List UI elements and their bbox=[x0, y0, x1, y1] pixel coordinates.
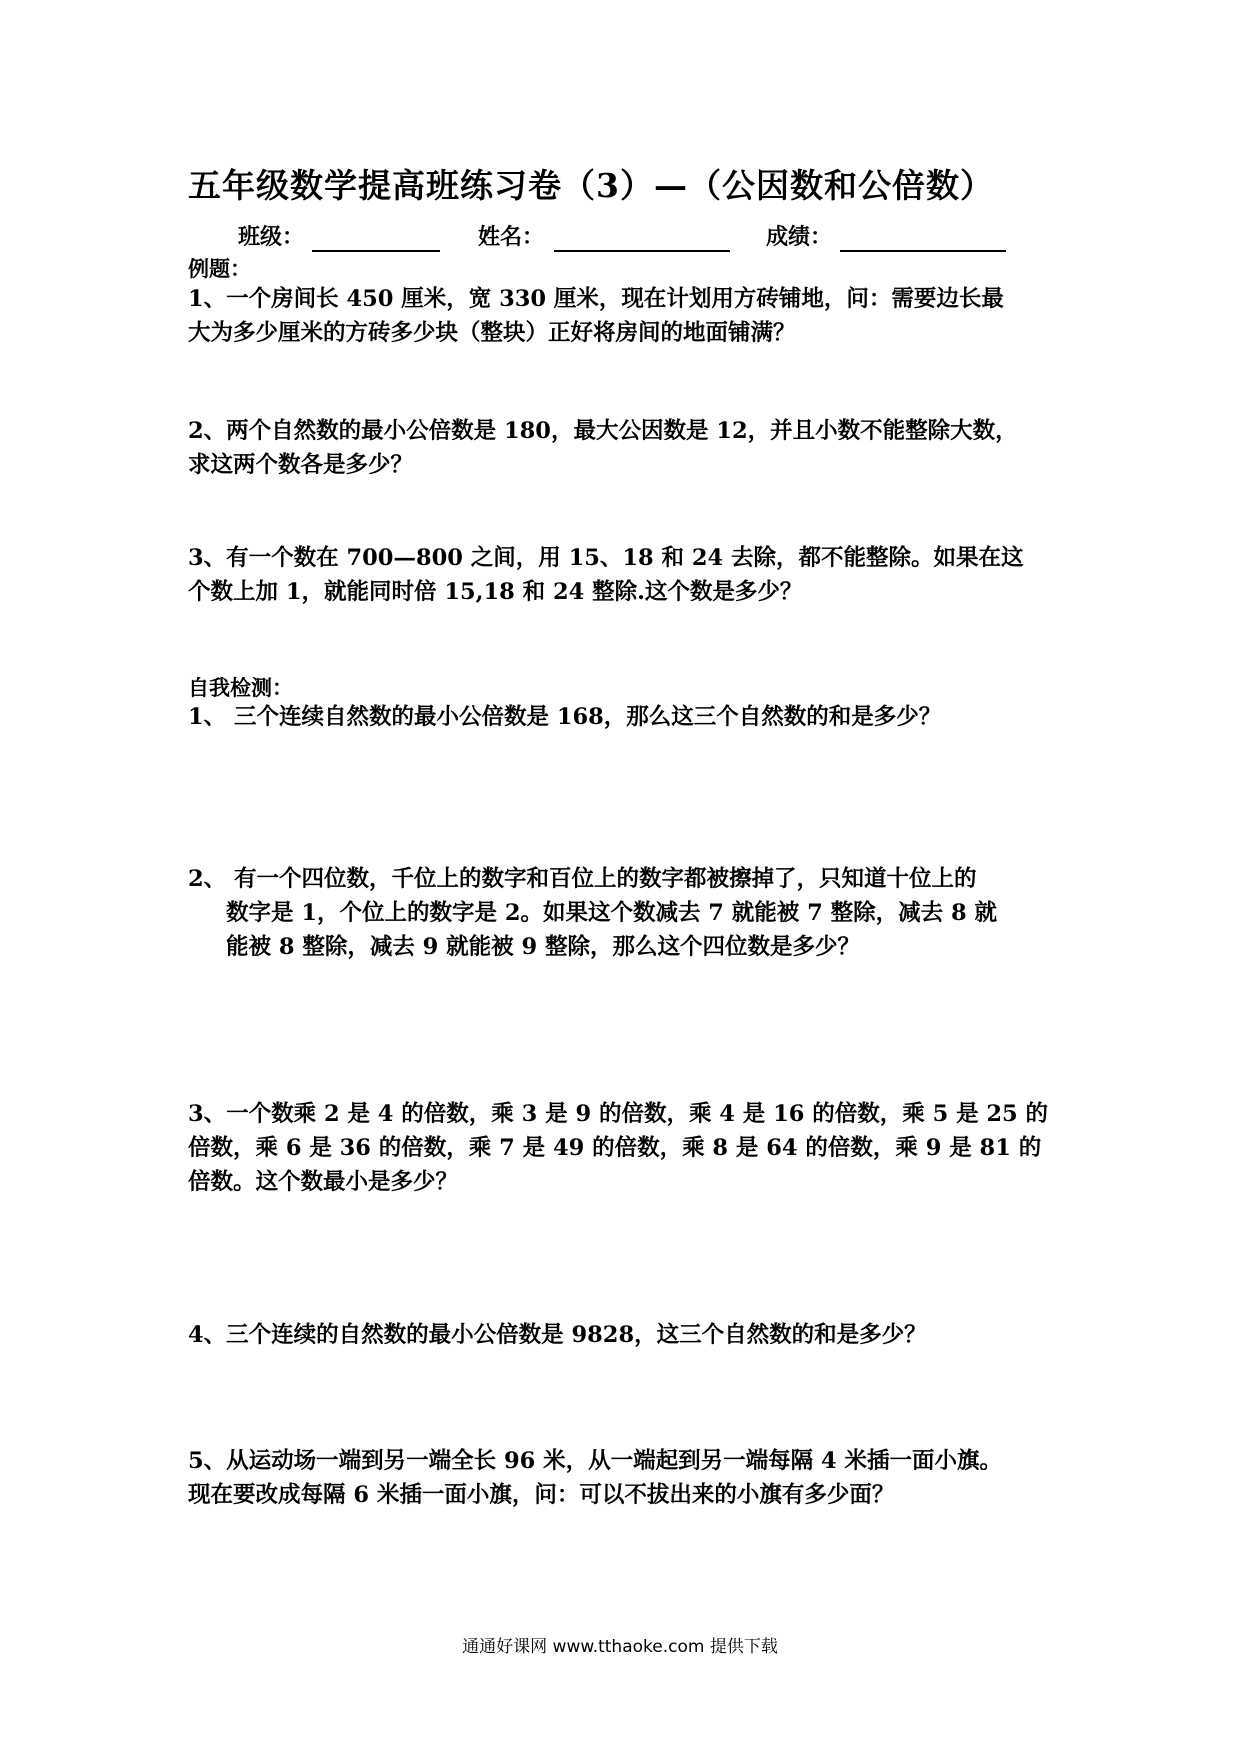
question-line: 现在要改成每隔 6 米插一面小旗，问：可以不拔出来的小旗有多少面？ bbox=[188, 1482, 895, 1508]
selfcheck-question-2 bbox=[188, 862, 1068, 964]
selfcheck-question-3 bbox=[188, 1097, 1068, 1199]
example-question-3 bbox=[188, 541, 1068, 609]
name-blank[interactable] bbox=[554, 250, 730, 252]
example-question-2 bbox=[188, 414, 1068, 482]
name-label: 姓名： bbox=[478, 224, 545, 250]
question-line: 求这两个数各是多少？ bbox=[188, 452, 414, 478]
selfcheck-question-5 bbox=[188, 1444, 1068, 1512]
question-line: 个数上加 1，就能同时倍 15,18 和 24 整除.这个数是多少？ bbox=[188, 579, 803, 605]
selfcheck-heading: 自我检测： bbox=[188, 675, 293, 700]
question-line: 5、从运动场一端到另一端全长 96 米，从一端起到另一端每隔 4 米插一面小旗。 bbox=[188, 1448, 1002, 1474]
selfcheck-question-4 bbox=[188, 1318, 1068, 1352]
question-line: 大为多少厘米的方砖多少块（整块）正好将房间的地面铺满？ bbox=[188, 320, 796, 346]
question-line: 3、一个数乘 2 是 4 的倍数，乘 3 是 9 的倍数，乘 4 是 16 的倍数，乘 5 是 25 的 bbox=[188, 1101, 1049, 1127]
class-label: 班级： bbox=[238, 224, 305, 250]
student-info-row bbox=[0, 220, 1240, 256]
question-line: 1、一个房间长 450 厘米，宽 330 厘米，现在计划用方砖铺地，问：需要边长最 bbox=[188, 286, 1004, 312]
page-title: 五年级数学提高班练习卷（3）—（公因数和公倍数） bbox=[188, 166, 994, 205]
question-line: 3、有一个数在 700—800 之间，用 15、18 和 24 去除，都不能整除。如果在这 bbox=[188, 545, 1024, 571]
question-line: 倍数，乘 6 是 36 的倍数，乘 7 是 49 的倍数，乘 8 是 64 的倍数，乘 9 是 81 的 bbox=[188, 1135, 1042, 1161]
question-line: 数字是 1，个位上的数字是 2。如果这个数减去 7 就能被 7 整除，减去 8 就 bbox=[226, 900, 997, 926]
question-line: 2、两个自然数的最小公倍数是 180，最大公因数是 12，并且小数不能整除大数， bbox=[188, 418, 1018, 444]
footer-credit: 通通好课网 www.tthaoke.com 提供下载 bbox=[462, 1637, 778, 1657]
score-label: 成绩： bbox=[766, 224, 833, 250]
examples-heading: 例题： bbox=[188, 256, 251, 281]
question-line: 能被 8 整除，减去 9 就能被 9 整除，那么这个四位数是多少？ bbox=[226, 934, 860, 960]
question-line: 2、 有一个四位数，千位上的数字和百位上的数字都被擦掉了，只知道十位上的 bbox=[188, 866, 977, 892]
selfcheck-question-1 bbox=[188, 700, 1068, 734]
question-line: 倍数。这个数最小是多少？ bbox=[188, 1169, 459, 1195]
question-line: 4、三个连续的自然数的最小公倍数是 9828，这三个自然数的和是多少？ bbox=[188, 1322, 927, 1348]
example-question-1 bbox=[188, 282, 1068, 350]
score-blank[interactable] bbox=[840, 250, 1006, 252]
question-line: 1、 三个连续自然数的最小公倍数是 168，那么这三个自然数的和是多少？ bbox=[188, 704, 942, 730]
class-blank[interactable] bbox=[312, 250, 440, 252]
